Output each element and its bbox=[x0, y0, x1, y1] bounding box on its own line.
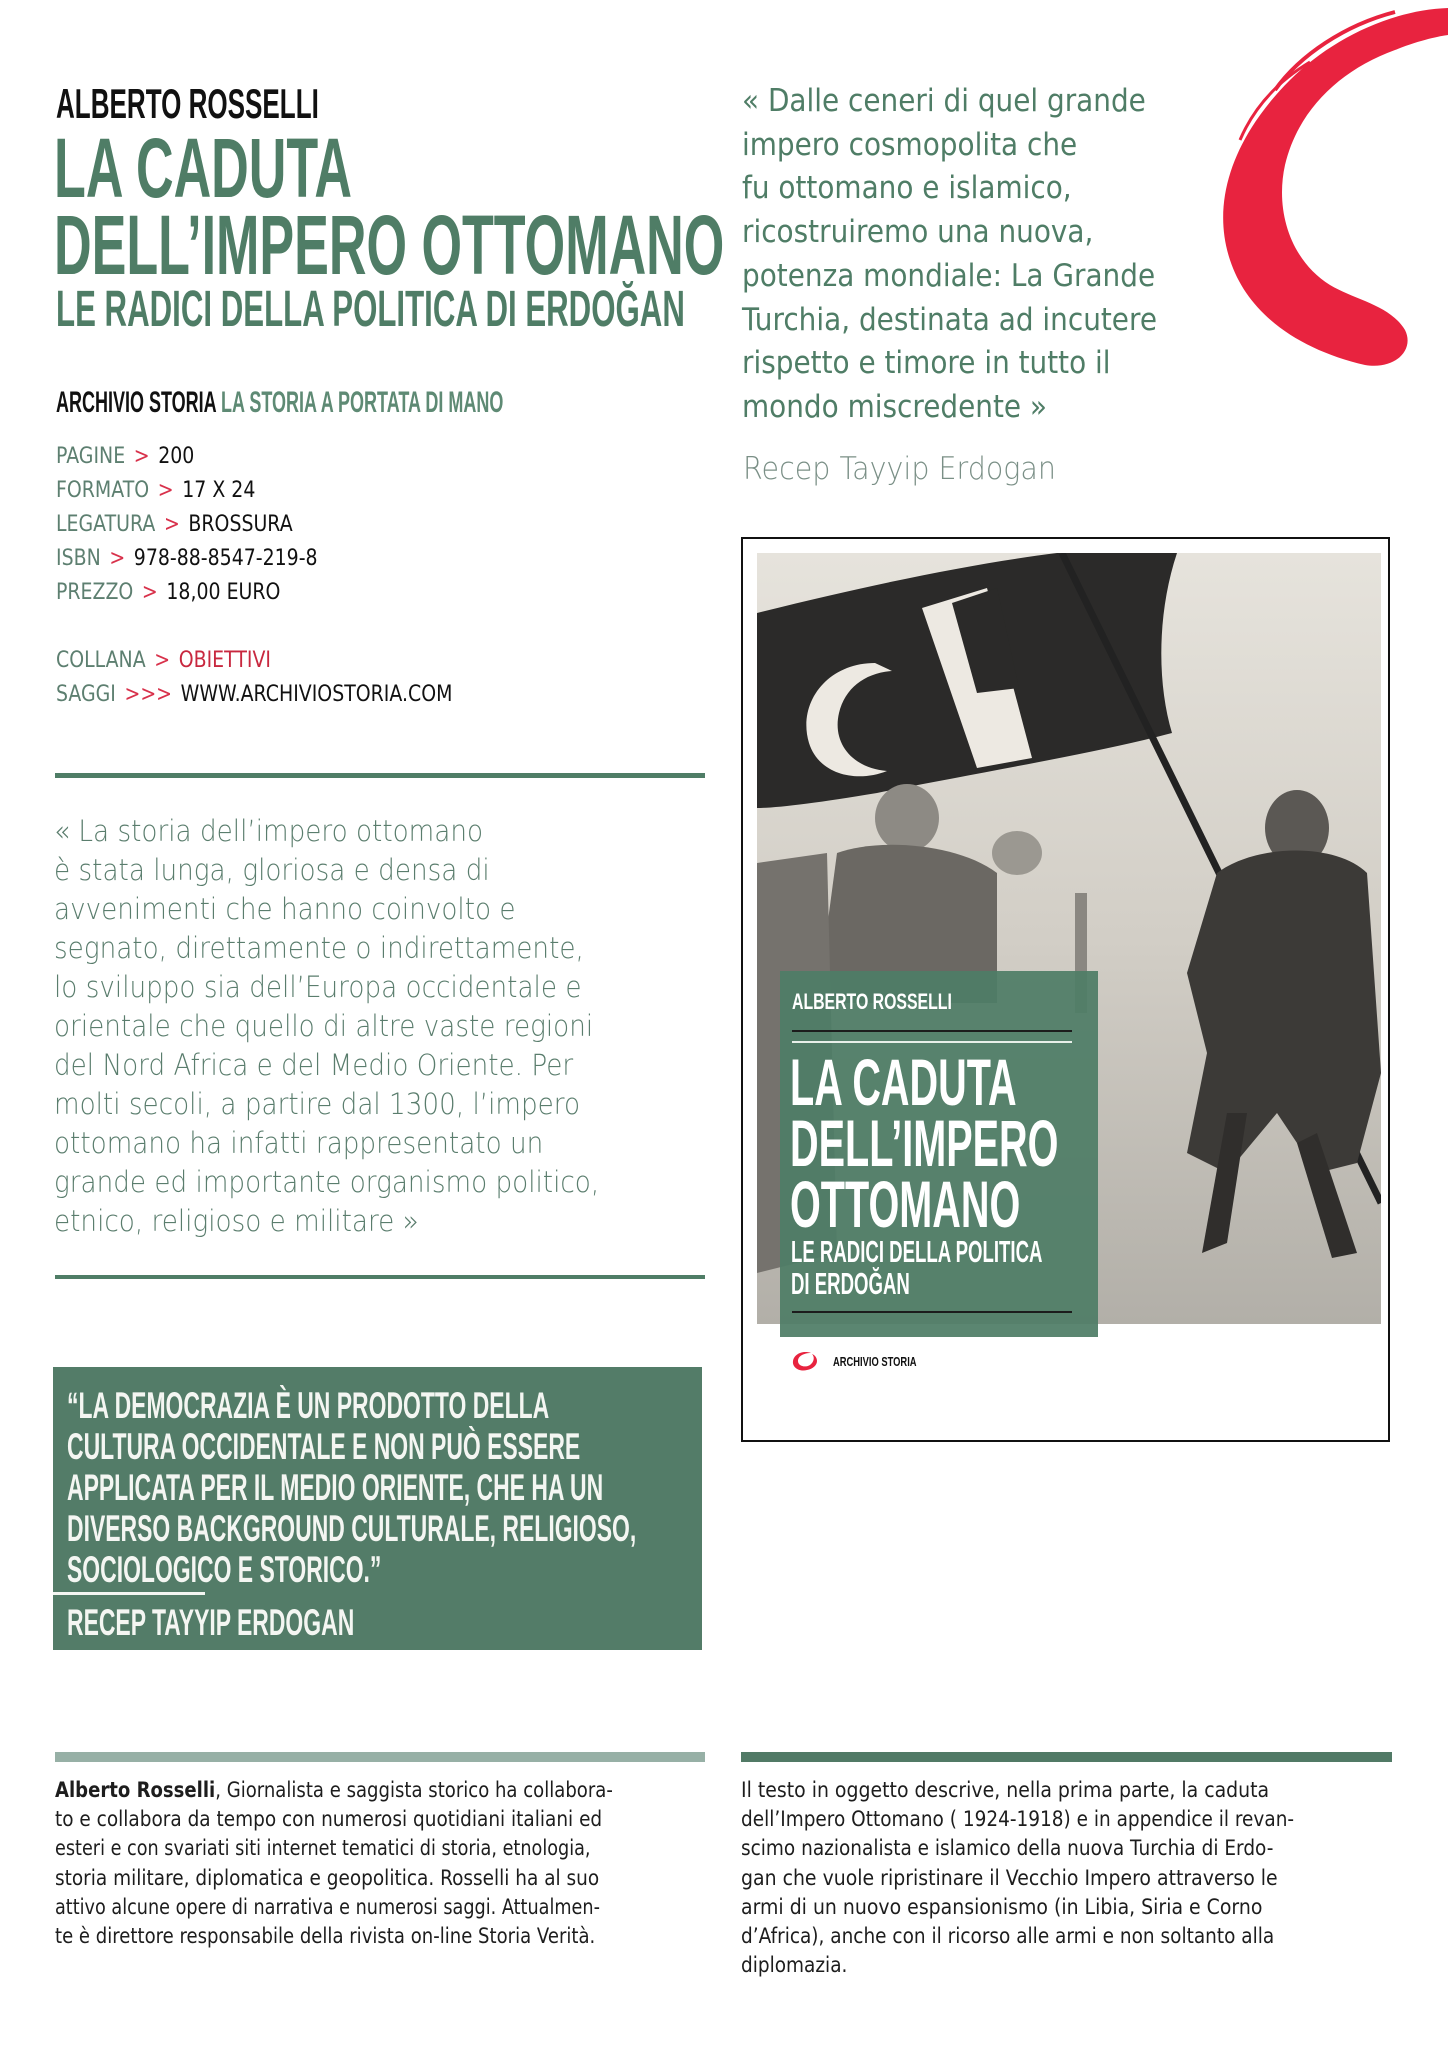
arrow-icon: > bbox=[133, 444, 150, 469]
detail-row-binding: LEGATURA > BROSSURA bbox=[56, 512, 293, 537]
arrow-icon: > bbox=[154, 648, 171, 673]
divider bbox=[792, 1311, 1072, 1313]
book-description: Il testo in oggetto descrive, nella prima parte, la caduta dell’Impero Ottomano ( 1924-1918) e in appendice il revan- scimo nazionalista e islamico della nuova Turchia di Erdo- gan che vuole ripristinare il Vecchio Impero attraverso le armi di un nuovo espansionismo (in Libia, Siria e Corno d’Africa), anche con il ricorso alle armi e non soltanto alla diplomazia. bbox=[741, 1778, 1295, 1978]
arrow-icon: > bbox=[109, 546, 126, 571]
detail-row-saggi: SAGGI >>> WWW.ARCHIVIOSTORIA.COM bbox=[56, 682, 453, 707]
erdogan-quote: « Dalle ceneri di quel grande impero cosmopolita che fu ottomano e islamico, ricostruiremo una nuova, potenza mondiale: La Grande Turchia, destinata ad incutere rispetto e timore in tutto il mondo miscredente » bbox=[742, 83, 1158, 425]
divider bbox=[741, 1752, 1392, 1762]
detail-row-pages: PAGINE > 200 bbox=[56, 444, 195, 469]
quote-attribution: Recep Tayyip Erdogan bbox=[743, 451, 1056, 487]
author-name: ALBERTO ROSSELLI bbox=[56, 80, 319, 127]
triple-arrow-icon: >>> bbox=[124, 682, 173, 707]
divider bbox=[55, 773, 705, 778]
attribution-underline bbox=[53, 1592, 205, 1595]
quote-attribution: RECEP TAYYIP ERDOGAN bbox=[67, 1602, 355, 1643]
cover-publisher-logo: ARCHIVIO STORIA bbox=[791, 1350, 949, 1372]
cover-title-panel bbox=[780, 971, 1098, 1337]
book-cover bbox=[741, 537, 1390, 1442]
cover-title-line-3: OTTOMANO bbox=[790, 1167, 1021, 1241]
detail-row-collana: COLLANA > OBIETTIVI bbox=[56, 648, 272, 673]
cover-subtitle-line-1: LE RADICI DELLA POLITICA bbox=[791, 1234, 1043, 1269]
bio-author-name: Alberto Rosselli bbox=[55, 1778, 216, 1802]
arrow-icon: > bbox=[163, 512, 180, 537]
website-link[interactable]: WWW.ARCHIVIOSTORIA.COM bbox=[180, 682, 453, 707]
cover-title-line-1: LA CADUTA bbox=[790, 1045, 1017, 1119]
democracy-quote-box: “LA DEMOCRAZIA È UN PRODOTTO DELLA CULTURA OCCIDENTALE E NON PUÒ ESSERE APPLICATA PER IL MEDIO ORIENTE, CHE HA UN DIVERSO BACKGROUND CULTURALE, RELIGIOSO, SOCIOLOGICO E STORICO.” RECEP TAYYIP ERDOGAN bbox=[53, 1367, 702, 1650]
divider bbox=[792, 1041, 1072, 1043]
cover-title-line-2: DELL’IMPERO bbox=[790, 1106, 1059, 1180]
series-line bbox=[56, 386, 503, 420]
divider bbox=[55, 1752, 705, 1762]
brush-circle-logo-icon bbox=[791, 1350, 819, 1372]
book-title-line-1: LA CADUTA bbox=[54, 121, 352, 215]
book-subtitle: LE RADICI DELLA POLITICA DI ERDOĞAN bbox=[56, 280, 685, 337]
book-title-line-2: DELL’IMPERO OTTOMANO bbox=[54, 198, 725, 292]
detail-row-isbn: ISBN > 978-88-8547-219-8 bbox=[56, 546, 318, 571]
arrow-icon: > bbox=[141, 580, 158, 605]
publisher-tagline: LA STORIA A PORTATA DI MANO bbox=[221, 386, 504, 419]
publisher-brand: ARCHIVIO STORIA bbox=[56, 386, 217, 419]
cover-author: ALBERTO ROSSELLI bbox=[792, 989, 952, 1014]
history-quote: « La storia dell’impero ottomano è stata lunga, gloriosa e densa di avvenimenti che hanno coinvolto e segnato, direttamente o indirettamente, lo sviluppo sia dell’Europa occidentale e orientale che quello di altre vaste regioni del Nord Africa e del Medio Oriente. Per molti secoli, a partire dal 1300, l’impero ottomano ha infatti rappresentato un grande ed importante organismo politico, etnico, religioso e militare » bbox=[54, 814, 600, 1238]
detail-row-price: PREZZO > 18,00 EURO bbox=[56, 580, 281, 605]
author-bio: Alberto Rosselli, Giornalista e saggista storico ha collabora- to e collabora da tempo con numerosi quotidiani italiani ed esteri e con svariati siti internet tematici di storia, etnologia, storia militare, diplomatica e geopolitica. Rosselli ha al suo attivo alcune opere di narrativa e numerosi saggi. Attualmen- te è direttore responsabile della rivista on-line Storia Verità. bbox=[55, 1778, 613, 1949]
cover-subtitle-line-2: DI ERDOĞAN bbox=[791, 1266, 910, 1301]
divider bbox=[792, 1030, 1072, 1032]
detail-row-format: FORMATO > 17 X 24 bbox=[56, 478, 256, 503]
divider bbox=[55, 1275, 705, 1279]
arrow-icon: > bbox=[157, 478, 174, 503]
